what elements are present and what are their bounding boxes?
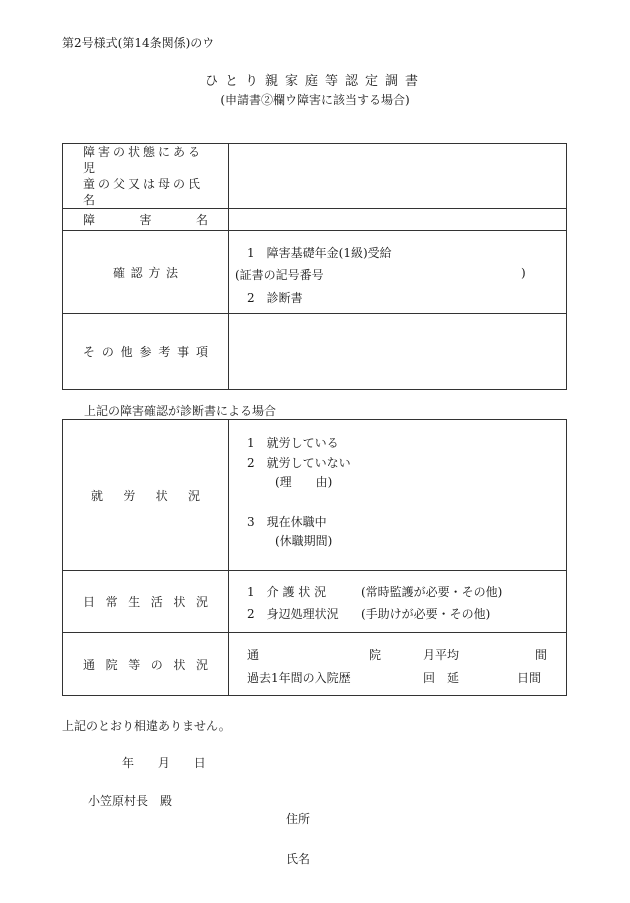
leave-period-label: (休職期間) [275,534,333,548]
label-char: 状 [155,488,168,503]
diagnosis-section-heading: 上記の障害確認が診断書による場合 [84,404,277,418]
label-char: 害 [139,213,152,227]
label-char: 項 [195,345,208,359]
label-char: 日 [83,595,96,609]
label-char: 就 [91,488,104,503]
care-status: 1 介 護 状 況 [247,585,327,599]
diagnosis-table [62,419,567,696]
parent-name-label [63,144,229,209]
hospital-visit-field[interactable] [229,633,567,696]
label-char: の [101,345,114,359]
label-char: 活 [150,595,163,609]
certification-table [62,143,567,390]
self-care-status-note: (手助けが必要・その他) [361,607,491,621]
label-char: 参 [139,345,152,359]
past-year-admission-label: 過去1年間の入院歴 [247,671,351,685]
spread-label [63,211,228,228]
table-row [63,314,567,390]
label-line: 障害の状態にある児 [83,145,204,175]
label-char: 考 [158,345,171,359]
table-row [63,420,567,571]
label-char: 況 [195,657,208,672]
year-label: 年 [122,756,135,770]
diagnosis-option: 2 診断書 [247,291,303,305]
label-char: 状 [173,595,186,609]
not-working-option: 2 就労していない [247,456,351,470]
working-option: 1 就労している [247,436,339,450]
table-row [63,209,567,231]
admission-count-label: 回 延 [423,671,460,685]
label-char: そ [83,345,96,359]
label-char: の [150,657,163,672]
certificate-number-open: (証書の記号番号 [235,268,324,282]
day-label: 日 [193,756,206,770]
label-char: 法 [165,265,178,280]
spread-label [63,593,228,610]
table-row [63,571,567,633]
disability-name-field[interactable] [229,209,567,231]
pension-option: 1 障害基礎年金(1級)受給 [247,246,392,260]
label-char: 等 [128,657,141,672]
interval-label: 間 [535,648,548,662]
disability-name-label [63,209,229,231]
label-char: 他 [120,345,133,359]
parent-name-field[interactable] [229,144,567,209]
label-char: 認 [130,265,143,280]
date-line [122,754,226,771]
certificate-number-close: ) [521,266,526,280]
hospital-visit-label [63,633,229,696]
addressee: 小笠原村長 殿 [88,794,173,808]
spread-label [63,343,228,360]
reason-label: (理 由) [275,475,333,489]
label-char: 常 [105,595,118,609]
confirmation-method-field[interactable] [229,231,567,314]
label-char: 状 [173,657,186,672]
label-char: 障 [83,213,96,227]
work-status-field[interactable] [229,420,567,571]
label-char: 通 [83,657,96,672]
form-number: 第2号様式(第14条関係)のウ [62,36,215,50]
spread-label [63,264,228,281]
spread-label [63,487,228,504]
daily-life-field[interactable] [229,571,567,633]
label-char: 事 [177,345,190,359]
work-status-label [63,420,229,571]
label-char: 名 [195,213,208,227]
document-subtitle: (申請書②欄ウ障害に該当する場合) [220,93,410,107]
label-char: 況 [187,488,200,503]
monthly-average-label: 月平均 [423,648,460,662]
visit-label-b: 院 [369,648,382,662]
confirmation-statement: 上記のとおり相違ありません。 [62,719,231,733]
days-label: 日間 [517,671,542,685]
address-label: 住所 [286,812,311,826]
table-row [63,144,567,209]
label-char: 労 [123,488,136,503]
daily-life-label [63,571,229,633]
confirmation-method-label [63,231,229,314]
table-row [63,633,567,696]
label-line: 童の父又は母の氏名 [83,177,204,207]
document-title: ひとり親家庭等認定調書 [204,74,425,89]
care-status-note: (常時監護が必要・その他) [361,585,503,599]
label-char: 方 [148,265,161,280]
visit-label-a: 通 [247,648,260,662]
on-leave-option: 3 現在休職中 [247,515,327,529]
label-char: 況 [195,595,208,609]
label-char: 院 [105,657,118,672]
self-care-status: 2 身辺処理状況 [247,607,339,621]
spread-label [63,656,228,673]
name-label: 氏名 [286,852,311,866]
label-char: 生 [128,595,141,609]
table-row [63,231,567,314]
month-label: 月 [157,756,170,770]
label-char: 確 [113,265,126,280]
other-notes-label [63,314,229,390]
other-notes-field[interactable] [229,314,567,390]
